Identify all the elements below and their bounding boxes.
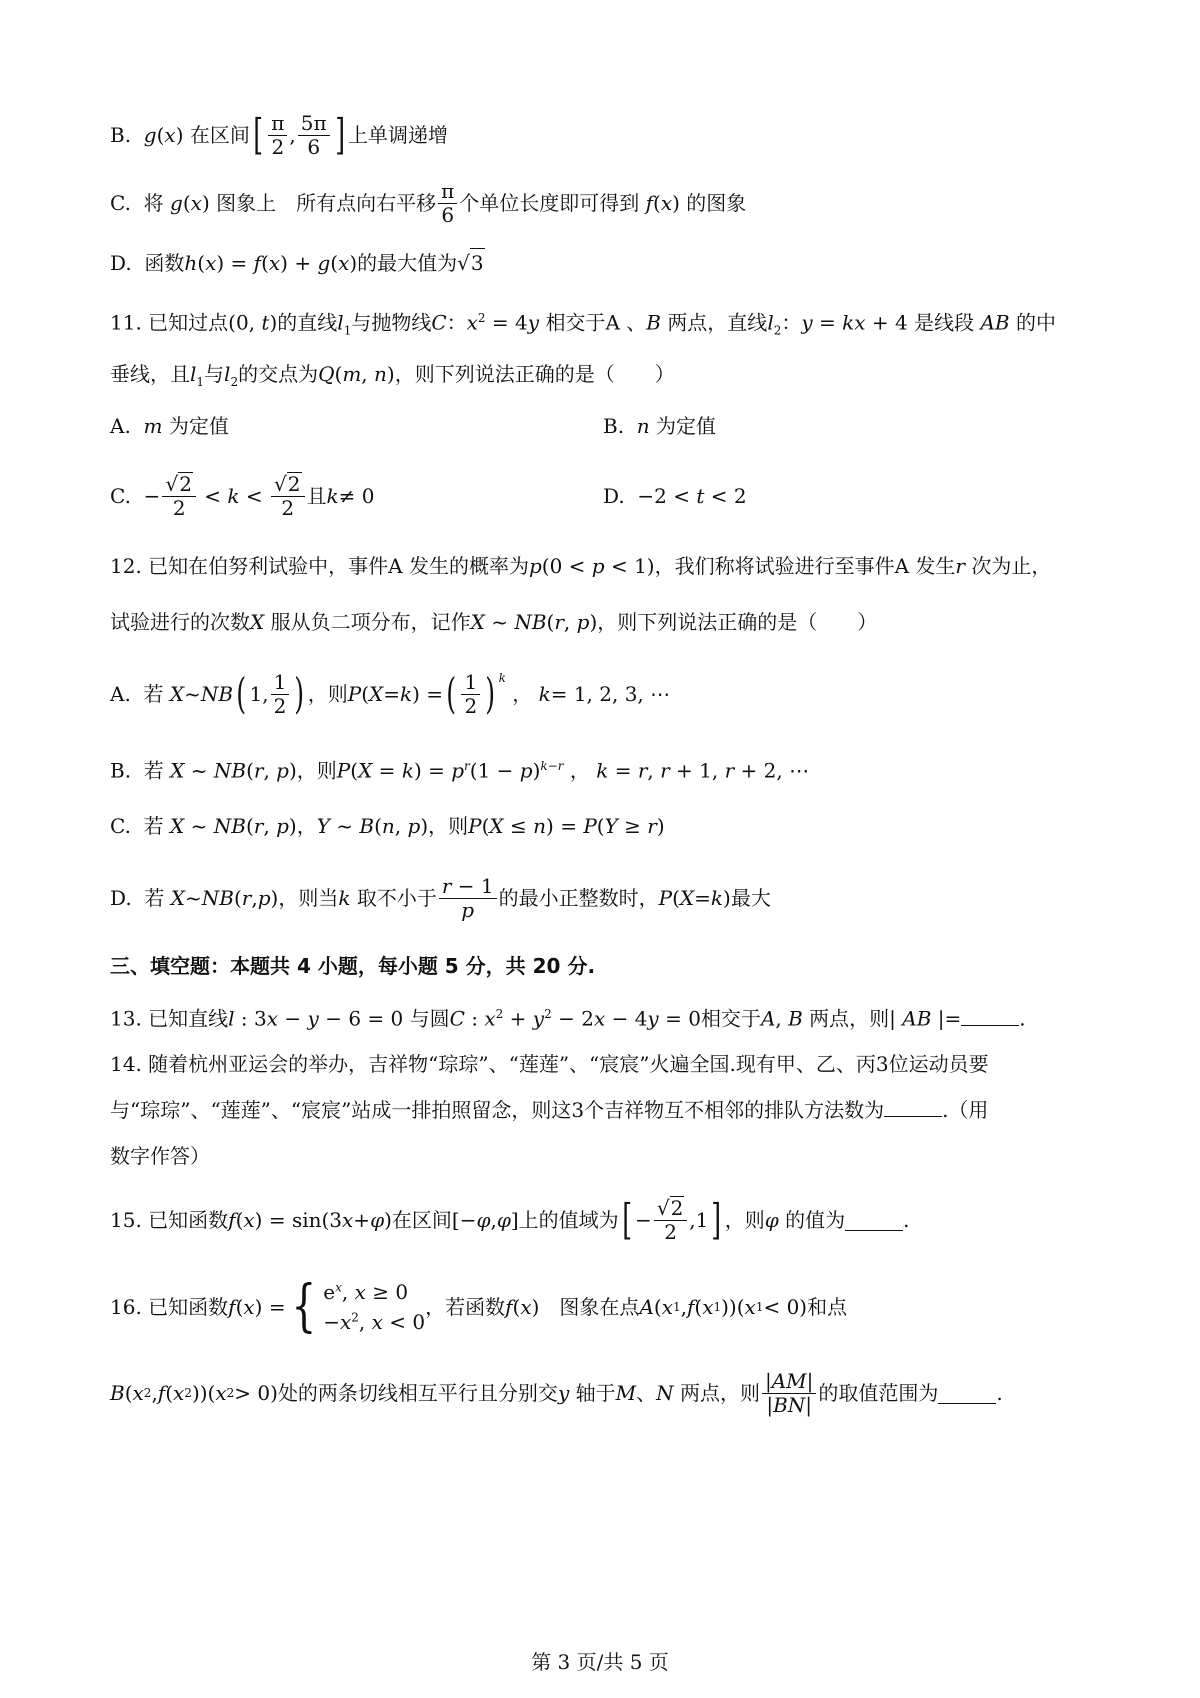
section-heading: 三、填空题：本题共 4 小题，每小题 5 分，共 20 分. [110,954,596,978]
q12-option-b: B. 若 X ~ NB(r, p)，则$P(X = k) = p^r(1 - p)^{k-r}$ ， k = r, r + 1, r + 2, ⋯ [110,758,810,783]
q14-line2: 与“琮琮”、“莲莲”、“宸宸”站成一排拍照留念，则这3个吉祥物互不相邻的排队方法数为 .（用 [110,1098,989,1122]
q12-option-c: C. 若 X ~ NB(r, p)，Y ~ B(n, p)，则P(X ≤ n) = P(Y ≥ r) [110,814,665,838]
q13-answer-blank[interactable] [961,1005,1019,1026]
q14-line1: 14. 随着杭州亚运会的举办，吉祥物“琮琮”、“莲莲”、“宸宸”火遍全国.现有甲、乙、丙3位运动员要 [110,1052,989,1076]
q12-stem-line1: 12. 已知在伯努利试验中，事件A 发生的概率为p(0 < p < 1)，我们称将试验进行至事件A 发生r 次为止， [110,554,1052,578]
q11-stem-line2: 垂线，且$l_1$与$l_2$的交点为Q(m, n)，则下列说法正确的是（ ） [110,362,675,389]
q11-option-c: C. − $\frac{√2}{2}$ < k < $\frac{√2}{2}$ 且 k ≠ 0 [110,472,375,520]
q11-stem-line1: 11. 已知过点(0, t)的直线$l_1$与抛物线C：$x^2 = 4y$ 相交于A 、B 两点，直线$l_2$：y = kx + 4 是线段 AB 的中 [110,310,1056,338]
q12-option-a: A. 若 X ~ NB ( 1, $\frac{1}{2}$ ) ，则 P ( X = k ) = ( $\frac{1}{2}$ ) $^k$ ， k = 1, 2, 3, ⋯ [110,669,671,718]
q12-option-d: D. 若 X ~ NB ( r , p ) ，则当 k 取不小于 $\frac{r - 1}{p}$ 的最小正整数时， P ( X = k ) 最大 [110,873,771,922]
q12-stem-line2: 试验进行的次数X 服从负二项分布，记作X ~ NB(r, p)，则下列说法正确的是（ ） [110,610,878,634]
q16-answer-blank[interactable] [938,1383,996,1404]
q11-option-d: D. −2 < t < 2 [603,484,747,508]
q16-line2: B ( x 2 , f ( x 2 ))( x 2 > 0) 处的两条切线相互平行且分别交 y 轴于 M 、 N 两点，则 $\frac{|AM|}{|BN|}$ 的取值范围为 . [110,1368,1003,1417]
q15-answer-blank[interactable] [845,1210,903,1231]
q11-option-b: B. n 为定值 [603,414,717,438]
q14-line3: 数字作答） [110,1144,210,1168]
q10-option-b: B. g ( x ) 在区间 [ $\frac{\pi}{2}$ , $\frac{5\pi}{6}$ ] 上单调递增 [110,110,449,159]
piecewise-function: { $e^x$, x ≥ 0 $-x^2$, x < 0 [290,1274,426,1339]
page-footer: 第 3 页/共 5 页 [531,1650,669,1674]
q10-option-d: D. 函数h(x) = f(x) + g(x)的最大值为√3 [110,248,1120,277]
q10-option-c: C. 将 g ( x ) 图象上 所有点向右平移 $\frac{\pi}{6}$ 个单位长度即可得到 f ( x ) 的图象 [110,178,747,227]
q14-answer-blank[interactable] [884,1096,942,1117]
q15: 15. 已知函数 f ( x ) = sin(3 x + φ ) 在区间 [− φ , φ ] 上的值域为 [ − $\frac{√2}{2}$ ,1 ] ，则 φ 的值为 . [110,1195,910,1244]
q11-option-a: A. m 为定值 [110,414,229,438]
q16-line1: 16. 已知函数 f ( x ) = { $e^x$, x ≥ 0 $-x^2$, x < 0 ，若函数 f ( x ) 图象在点 A ( x 1 , f ( x 1 ))( x 1 < 0) 和点 [110,1274,848,1339]
q13: 13. 已知直线l : 3x − y − 6 = 0 与圆C : $x^2 + y^2 - 2x - 4y = 0$相交于A, B 两点，则| AB |= . [110,1006,1026,1031]
